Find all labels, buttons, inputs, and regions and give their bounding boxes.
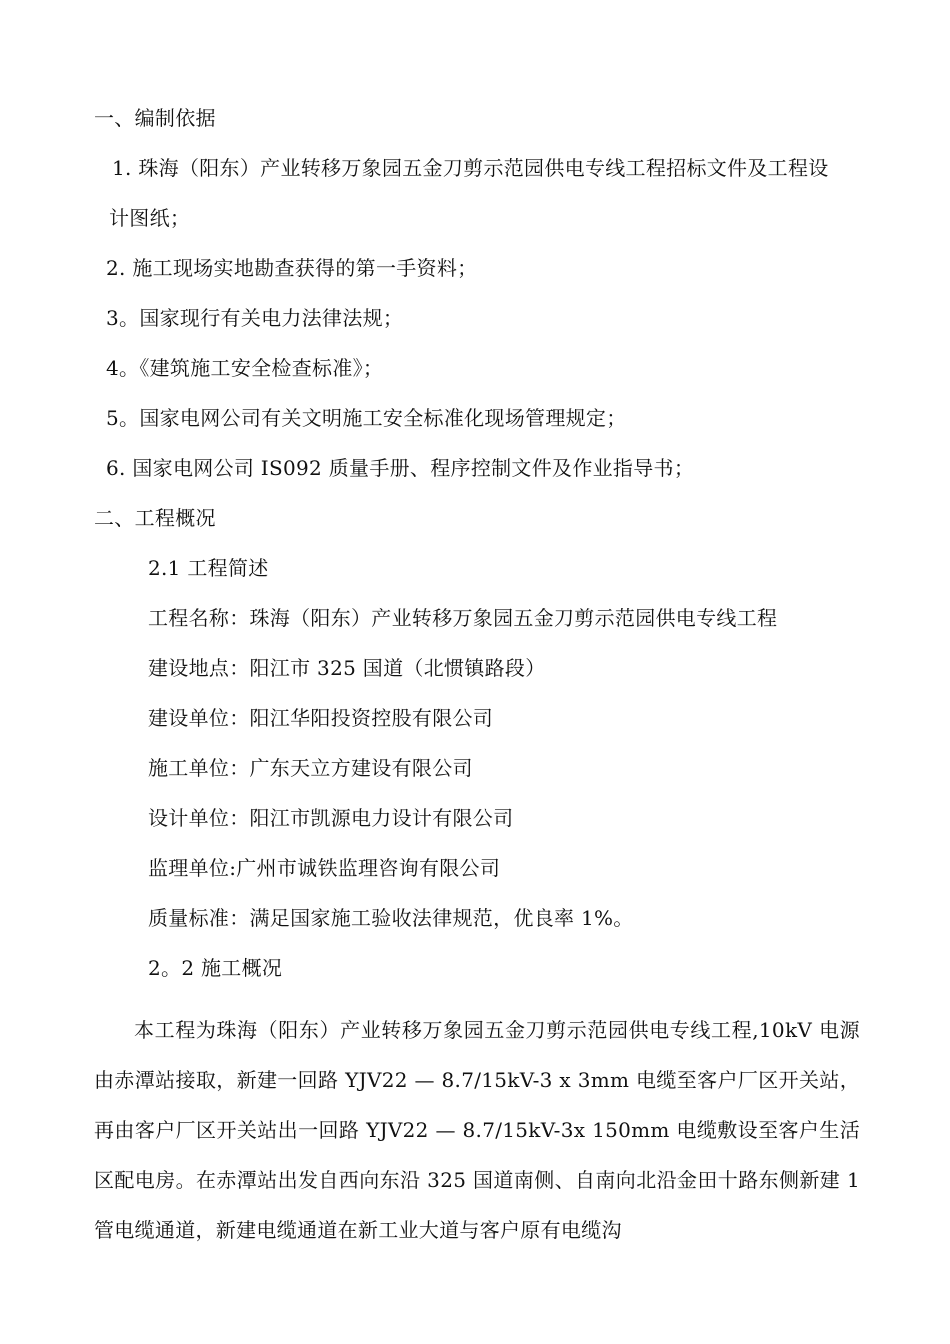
field-project-name: 工程名称：珠海（阳东）产业转移万象园五金刀剪示范园供电专线工程 [148,606,778,630]
section-heading-basis: 一、编制依据 [94,106,216,130]
basis-item-1: 1. 珠海（阳东）产业转移万象园五金刀剪示范园供电专线工程招标文件及工程设 [112,156,829,180]
subsection-heading-summary: 2.1 工程简述 [148,556,269,580]
field-contractor: 施工单位：广东天立方建设有限公司 [148,756,473,780]
basis-item-1-continued: 计图纸； [109,206,191,230]
basis-item-2: 2. 施工现场实地勘查获得的第一手资料； [106,256,478,280]
basis-item-4: 4。《建筑施工安全检查标准》； [106,356,384,380]
construction-overview-paragraph: 本工程为珠海（阳东）产业转移万象园五金刀剪示范园供电专线工程,10kV 电源由赤潭站接取，新建一回路 YJV22 — 8.7/15kV-3 x 3mm 电缆至客户厂区开关站，再由客户厂区开关站出一回路 YJV22 — 8.7/15kV-3x 150mm 电缆敷设至客户生活区配电房。在赤潭站出发自西向东沿 325 国道南侧、自南向北沿金田十路东侧新建 1 管电缆通道，新建电缆通道在新工业大道与客户原有电缆沟 [94,1018,860,1242]
field-quality-standard: 质量标准：满足国家施工验收法律规范，优良率 1%。 [148,906,634,930]
basis-item-6: 6. 国家电网公司 IS092 质量手册、程序控制文件及作业指导书； [106,456,695,480]
section-heading-overview: 二、工程概况 [94,506,216,530]
subsection-heading-construction: 2。2 施工概况 [148,956,283,980]
field-designer: 设计单位：阳江市凯源电力设计有限公司 [148,806,514,830]
basis-item-5: 5。国家电网公司有关文明施工安全标准化现场管理规定； [106,406,627,430]
field-location: 建设地点：阳江市 325 国道（北惯镇路段） [148,656,546,680]
field-owner: 建设单位：阳江华阳投资控股有限公司 [148,706,494,730]
field-supervisor: 监理单位:广州市诚铁监理咨询有限公司 [148,856,501,880]
basis-item-3: 3。国家现行有关电力法律法规； [106,306,404,330]
